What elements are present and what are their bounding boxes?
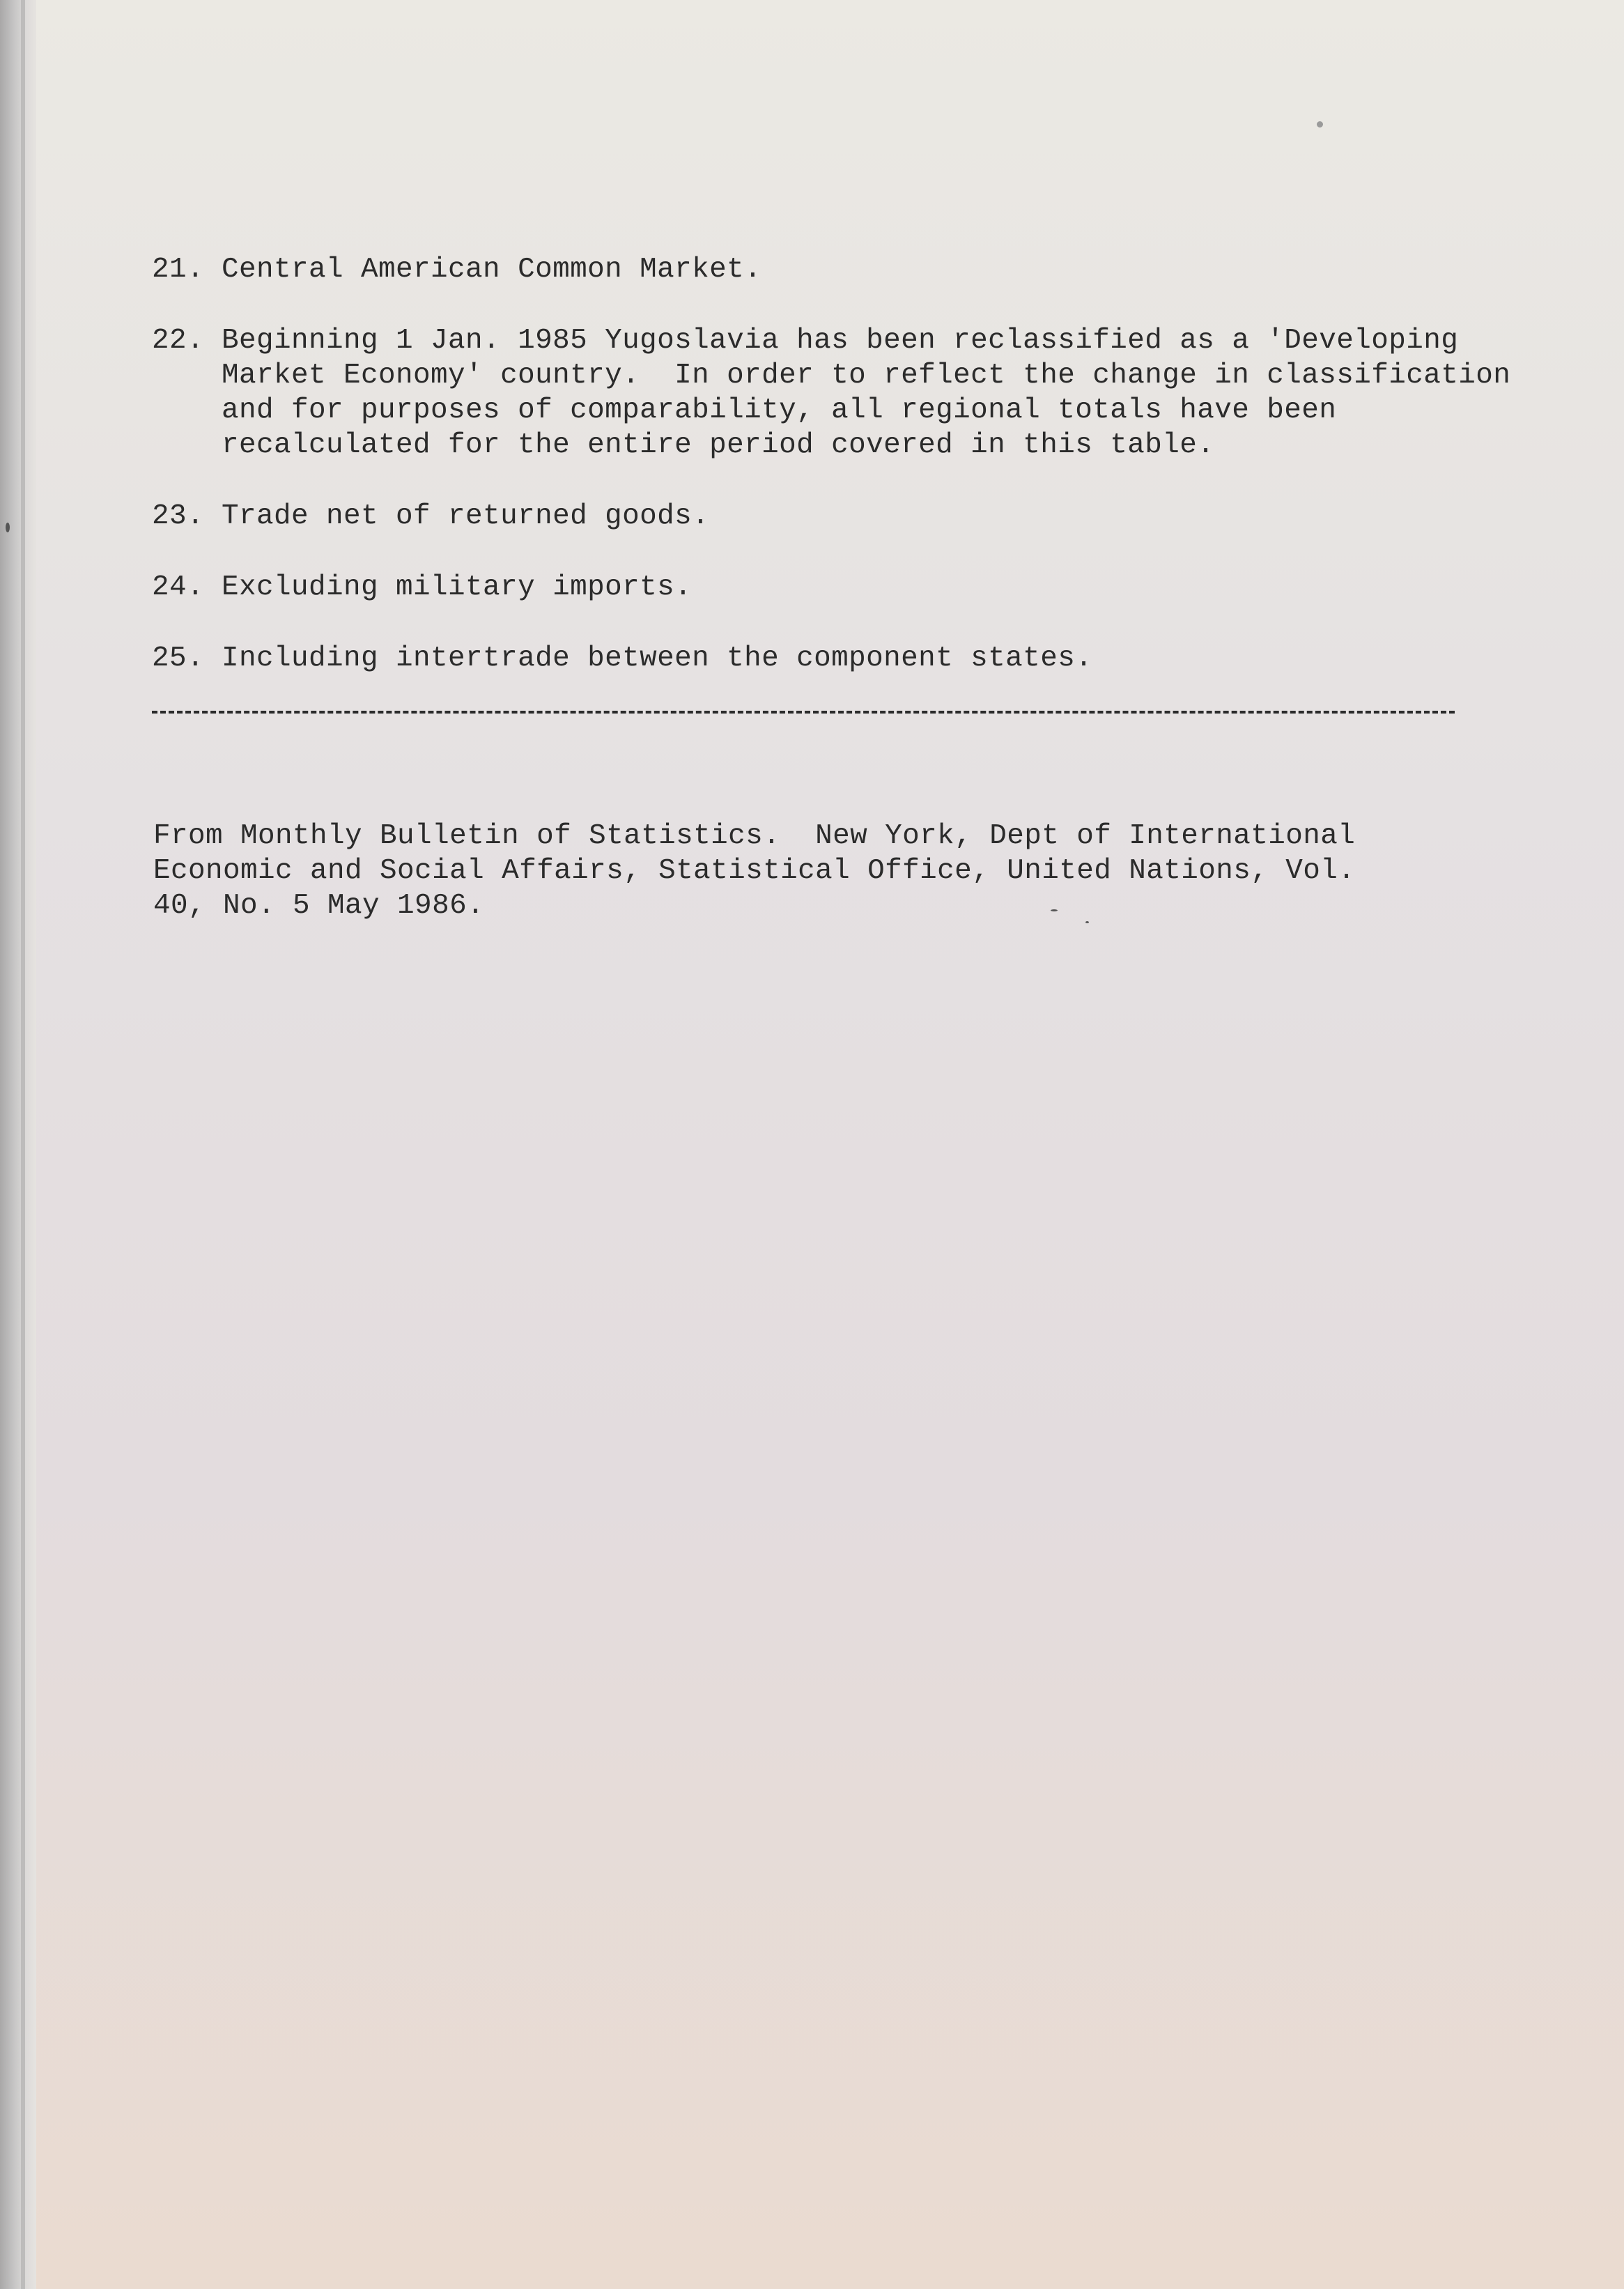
footnote-text — [222, 499, 1545, 534]
footnote-text — [222, 641, 1545, 676]
binding-edge — [0, 0, 36, 2289]
stray-mark — [1085, 921, 1089, 923]
paper-speck — [1317, 121, 1323, 128]
footnote-24 — [152, 570, 1545, 605]
footnote-number: 24. — [152, 571, 205, 603]
citation-line: From Monthly Bulletin of Statistics. New York, Dept of International — [153, 820, 1356, 852]
footnote-text — [222, 252, 1545, 287]
footnote-25 — [152, 641, 1545, 676]
dashed-separator — [152, 711, 1455, 714]
citation-line: Economic and Social Affairs, Statistical Office, United Nations, Vol. — [153, 855, 1356, 887]
margin-mark — [6, 523, 10, 532]
footnote-line: Trade net of returned goods. — [222, 500, 710, 532]
stray-mark — [1051, 909, 1058, 911]
footnote-number: 22. — [152, 325, 205, 357]
footnote-text — [222, 570, 1545, 605]
footnotes-list — [152, 252, 1545, 712]
footnote-line: Central American Common Market. — [222, 254, 762, 286]
footnote-line: Including intertrade between the component states. — [222, 642, 1093, 675]
footnote-number: 25. — [152, 642, 205, 675]
footnote-number: 23. — [152, 500, 205, 532]
footnote-line: and for purposes of comparability, all regional totals have been — [222, 394, 1337, 426]
source-citation — [153, 819, 1477, 923]
footnote-number: 21. — [152, 254, 205, 286]
footnote-22 — [152, 323, 1545, 463]
footnote-text — [222, 323, 1545, 463]
footnote-line: Excluding military imports. — [222, 571, 693, 603]
footnote-line: recalculated for the entire period covered in this table. — [222, 429, 1215, 461]
footnote-21 — [152, 252, 1545, 287]
citation-line: 40, No. 5 May 1986. — [153, 890, 485, 922]
footnote-line: Market Economy' country. In order to reflect the change in classification — [222, 360, 1511, 392]
footnote-line: Beginning 1 Jan. 1985 Yugoslavia has been reclassified as a 'Developing — [222, 325, 1459, 357]
footnote-23 — [152, 499, 1545, 534]
